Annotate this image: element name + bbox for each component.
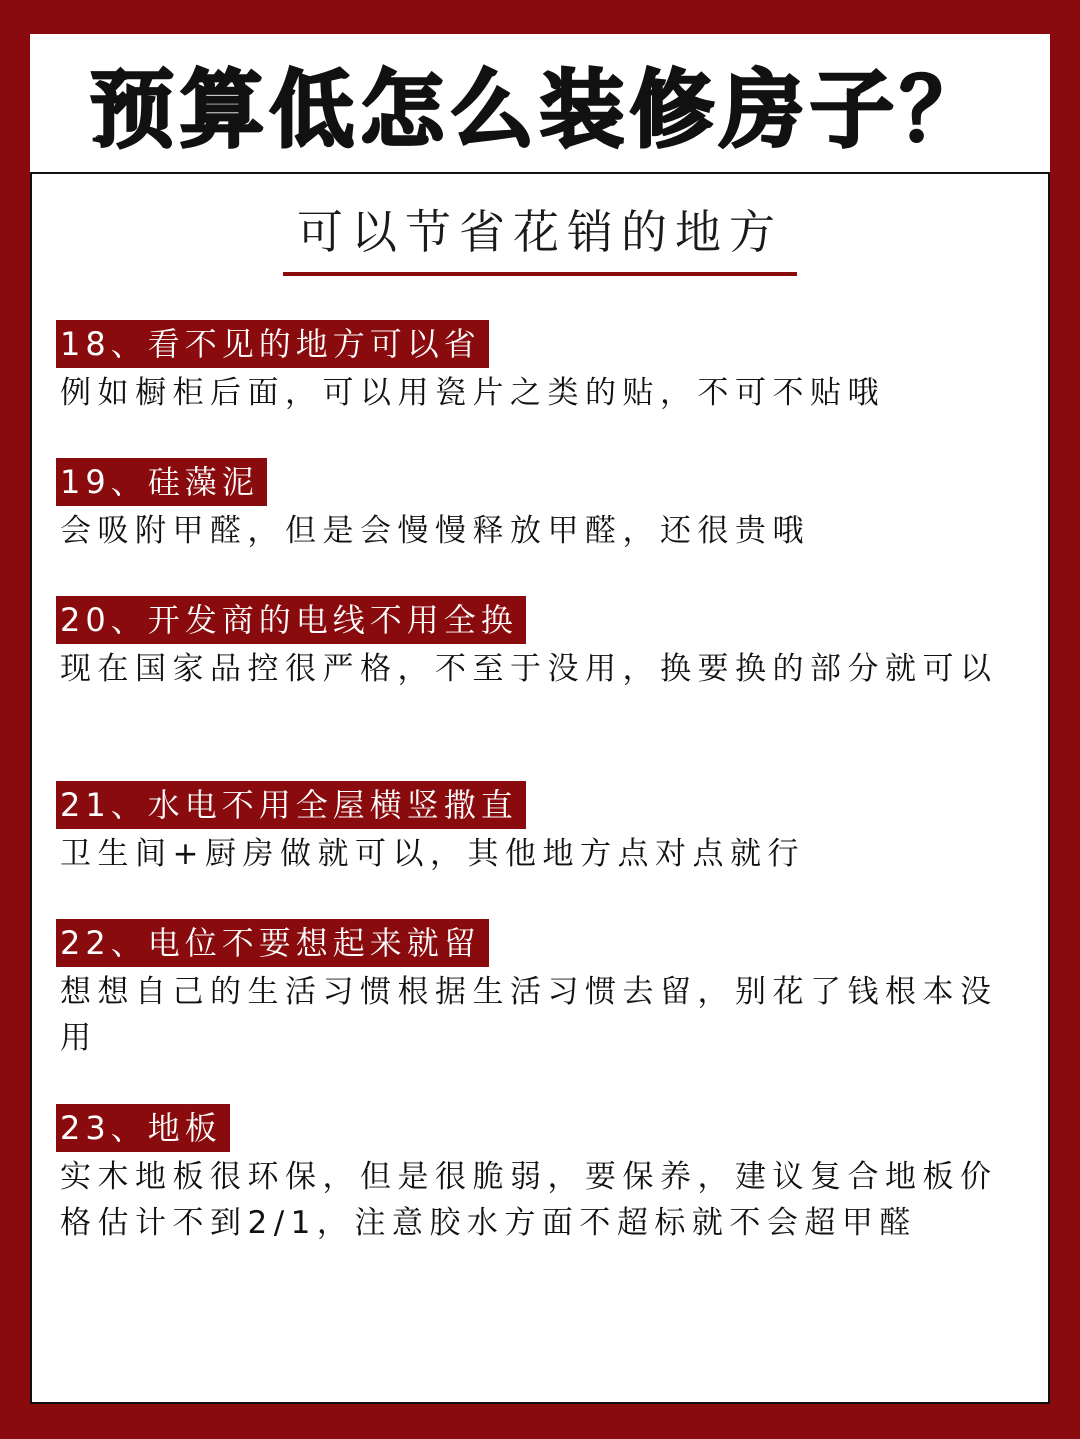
tip-description: 想想自己的生活习惯根据生活习惯去留，别花了钱根本没用: [60, 974, 998, 1056]
tip-label: 18、看不见的地方可以省: [56, 320, 489, 368]
tip-item-23: [56, 1104, 1016, 1246]
section-subtitle: [32, 202, 1048, 276]
tip-item-20: [56, 596, 1016, 692]
tip-description: 会吸附甲醛，但是会慢慢释放甲醛，还很贵哦: [60, 513, 810, 549]
tip-label: 22、电位不要想起来就留: [56, 919, 489, 967]
tip-description: 例如橱柜后面，可以用瓷片之类的贴，不可不贴哦: [60, 375, 885, 411]
content-panel: [30, 172, 1050, 1404]
tip-description: 现在国家品控很严格，不至于没用，换要换的部分就可以: [60, 651, 998, 687]
tip-label: 20、开发商的电线不用全换: [56, 596, 526, 644]
tip-label: 23、地板: [56, 1104, 230, 1152]
tip-description: 实木地板很环保，但是很脆弱，要保养，建议复合地板价格估计不到2/1，注意胶水方面不超标就不会超甲醛: [60, 1159, 998, 1241]
title-banner: [30, 34, 1050, 172]
page-title: 预算低怎么装修房子？: [89, 60, 990, 159]
tip-label: 19、硅藻泥: [56, 458, 267, 506]
tip-item-21: [56, 781, 1016, 877]
tip-label: 21、水电不用全屋横竖撒直: [56, 781, 526, 829]
tip-item-18: [56, 320, 1016, 416]
tip-item-19: [56, 458, 1016, 554]
subtitle-text: 可以节省花销的地方: [283, 202, 797, 276]
tip-item-22: [56, 919, 1016, 1061]
tip-description: 卫生间+厨房做就可以，其他地方点对点就行: [60, 836, 805, 872]
